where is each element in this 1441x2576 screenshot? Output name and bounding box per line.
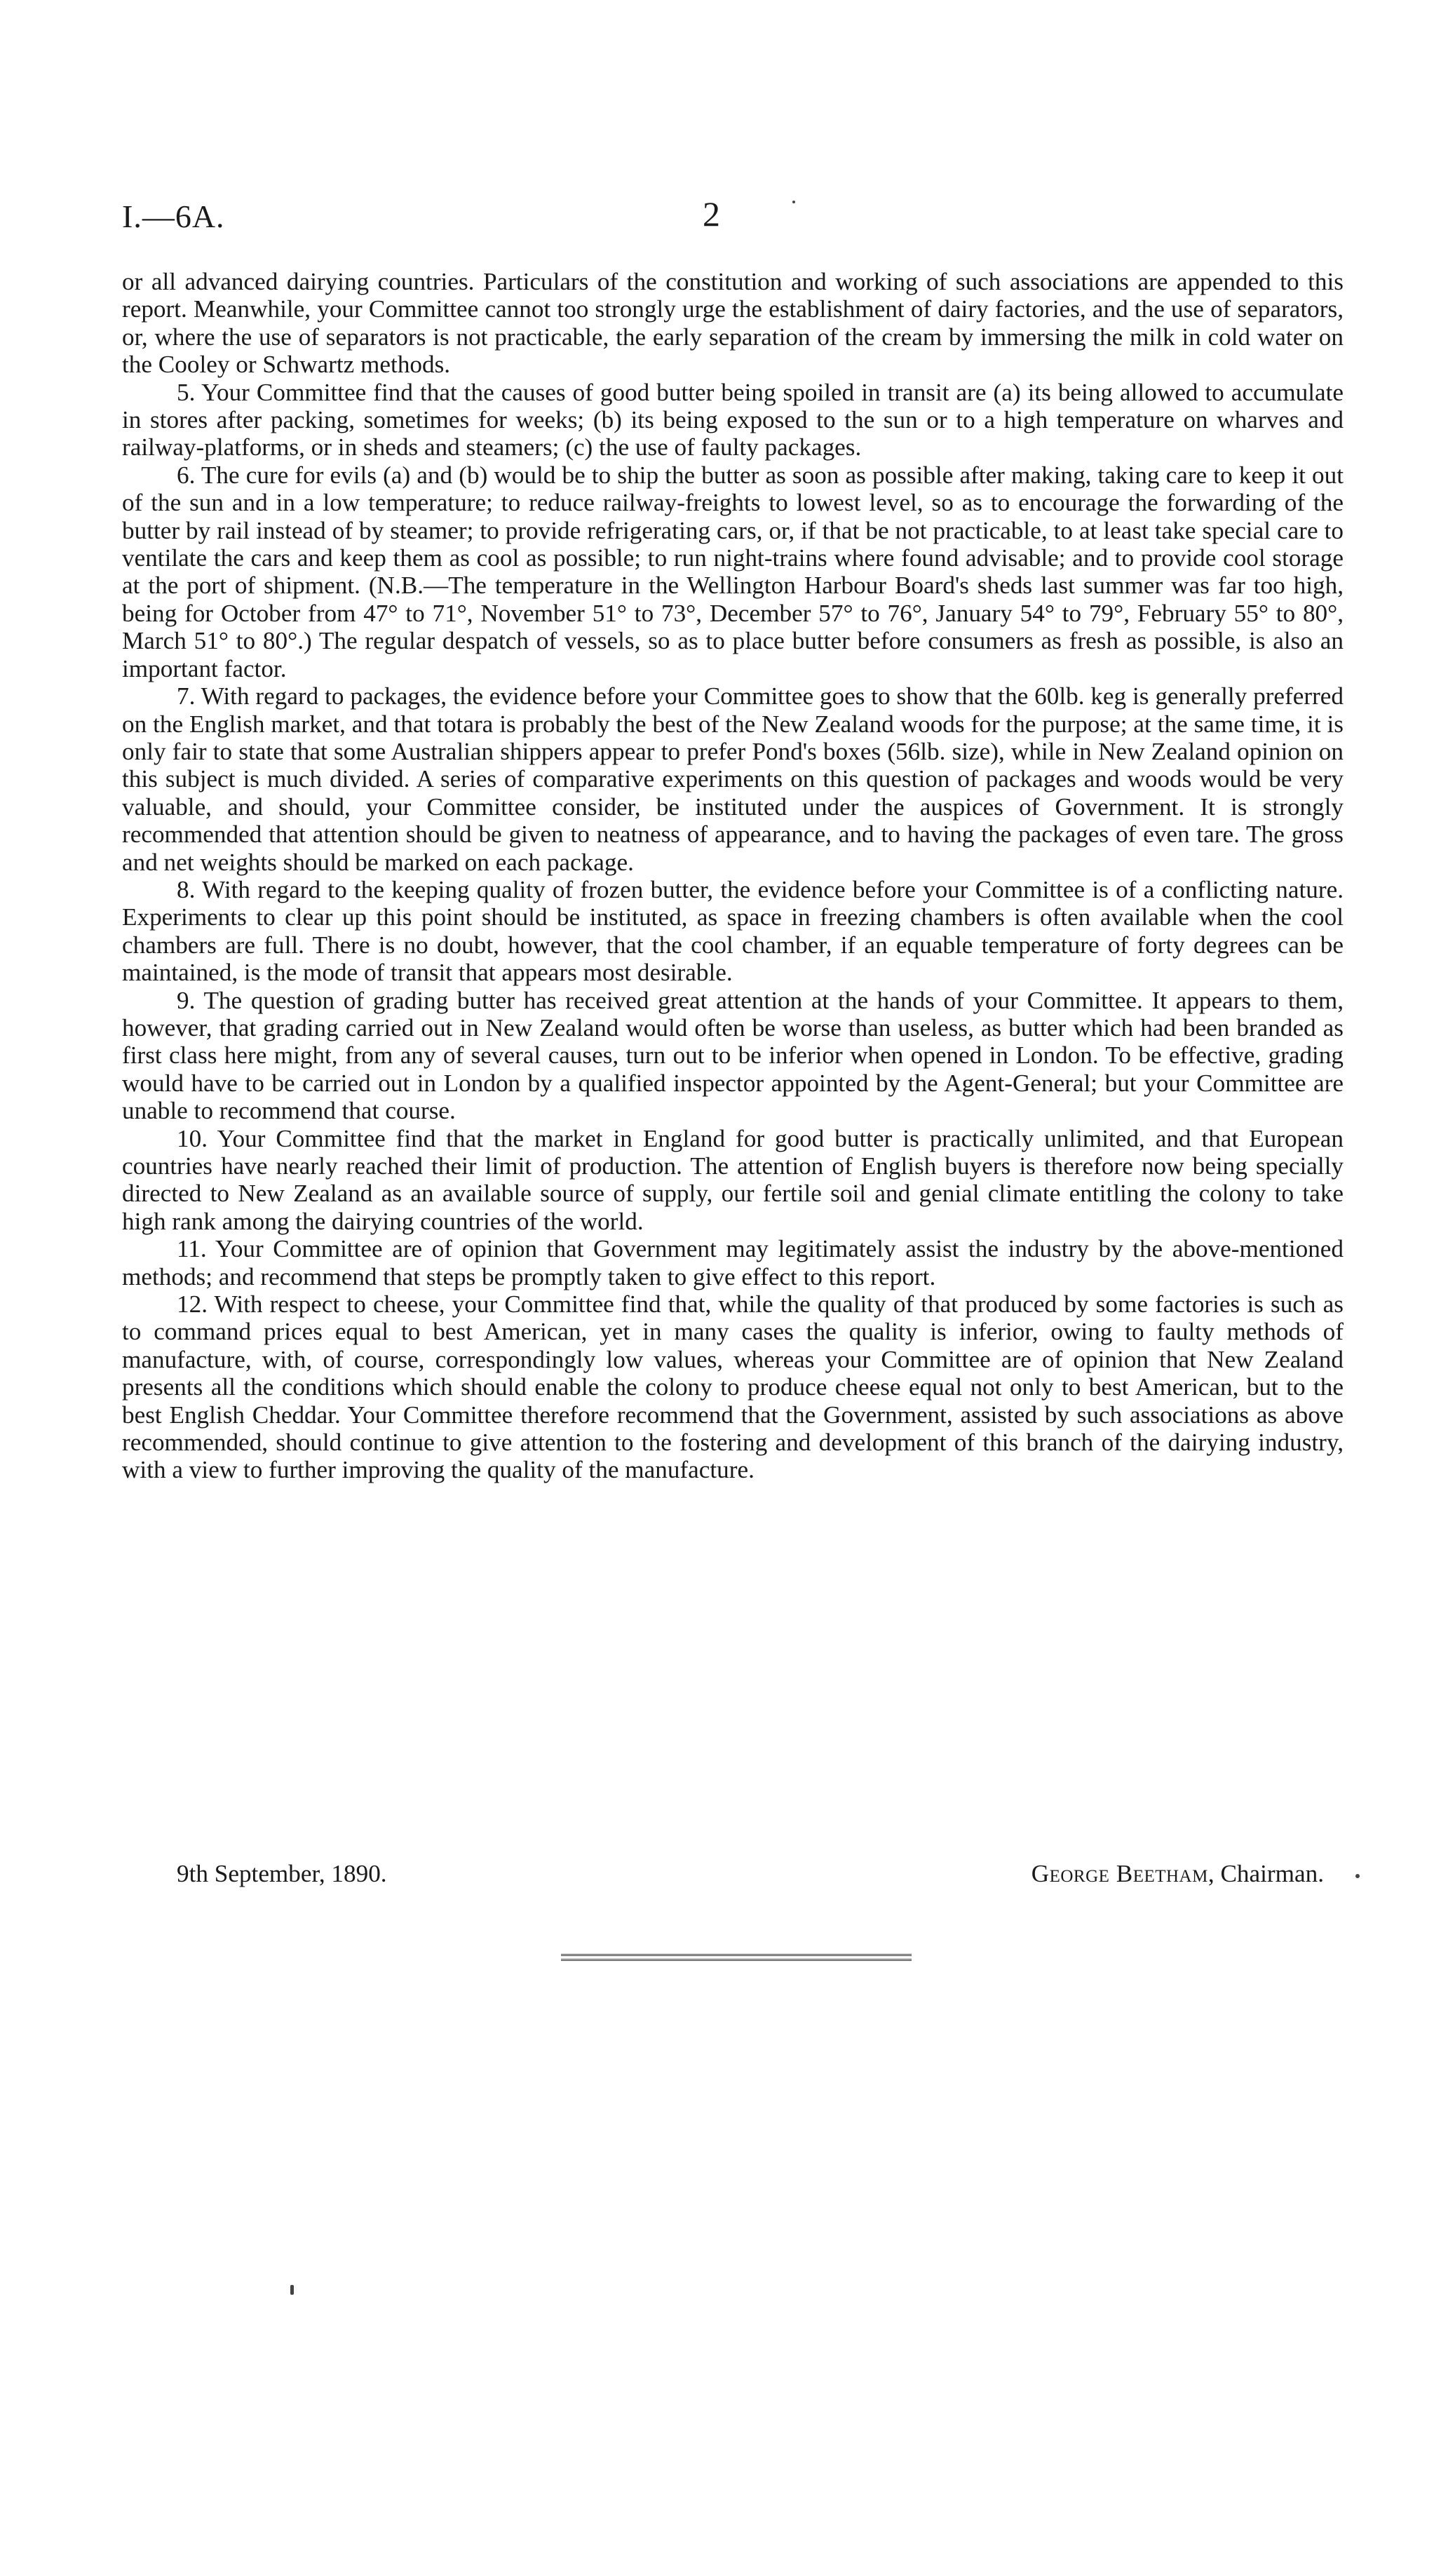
print-speck (290, 2285, 294, 2295)
paragraph-7: 7. With regard to packages, the evidence before your Committee goes to show that the 60lb. keg is generally preferred on the English market, and that totara is probably the best of the New Zealand woods for the purpose; at the same time, it is only fair to state that some Australian shippers appear to prefer Pond's boxes (56lb. size), while in New Zealand opinion on this subject is much divided. A series of comparative experiments on this question of packages and woods would be very valuable, and should, your Committee consider, be instituted under the auspices of Government. It is strongly recommended that attention should be given to neatness of appearance, and to having the packages of even tare. The gross and net weights should be marked on each package. (122, 682, 1344, 876)
report-date: 9th September, 1890. (177, 1860, 387, 1887)
page-number: 2 (703, 194, 720, 234)
print-speck (792, 201, 795, 203)
paragraph-9: 9. The question of grading butter has received great attention at the hands of your Committee. It appears to them, however, that grading carried out in New Zealand would often be worse than useless, as butter which had been branded as first class here might, from any of several causes, turn out to be inferior when opened in London. To be effective, grading would have to be carried out in London by a qualified inspector appointed by the Agent-General; but your Committee are unable to recommend that course. (122, 986, 1344, 1125)
page-header (122, 194, 1349, 247)
paragraph-8: 8. With regard to the keeping quality of frozen butter, the evidence before your Committee is of a conflicting nature. Experiments to clear up this point should be instituted, as space in freezing chambers is often available when the cool chambers are full. There is no doubt, however, that the cool chamber, if an equable temperature of forty degrees can be maintained, is the mode of transit that appears most desirable. (122, 875, 1344, 987)
paragraph-10: 10. Your Committee find that the market in England for good butter is practically unlimited, and that European countries have nearly reached their limit of production. The attention of English buyers is therefore now being specially directed to New Zealand as an available source of supply, our fertile soil and genial climate entitling the colony to take high rank among the dairying countries of the world. (122, 1124, 1344, 1235)
signature-line (122, 1860, 1344, 1892)
chairman-name: George Beetham (1031, 1860, 1208, 1887)
end-rule-divider (561, 1954, 912, 1961)
paragraph-6: 6. The cure for evils (a) and (b) would be to ship the butter as soon as possible after making, taking care to keep it out of the sun and in a low temperature; to reduce railway-freights to lowest level, so as to encourage the forwarding of the butter by rail instead of by steamer; to provide refrigerating cars, or, if that be not practicable, to at least take special care to ventilate the cars and keep them as cool as possible; to run night-trains where found advisable; and to provide cool storage at the port of shipment. (N.B.—The temperature in the Wellington Harbour Board's sheds last summer was far too high, being for October from 47° to 71°, November 51° to 73°, December 57° to 76°, January 54° to 79°, February 55° to 80°, March 51° to 80°.) The regular despatch of vessels, so as to place butter before consumers as fresh as possible, is also an important factor. (122, 461, 1344, 682)
paragraph-12: 12. With respect to cheese, your Committee find that, while the quality of that produced by some factories is such as to command prices equal to best American, yet in many cases the quality is inferior, owing to faulty methods of manufacture, with, of course, correspondingly low values, whereas your Committee are of opinion that New Zealand presents all the conditions which should enable the colony to produce cheese equal not only to best American, but to the best English Cheddar. Your Committee therefore recommend that the Government, assisted by such associations as above recommended, should continue to give attention to the fostering and development of this branch of the dairying industry, with a view to further improving the quality of the manufacture. (122, 1290, 1344, 1484)
document-reference: I.—6A. (122, 198, 225, 234)
paragraph-continuation: or all advanced dairying countries. Particulars of the constitution and working of such associations are appended to this report. Meanwhile, your Committee cannot too strongly urge the establishment of dairy factories, and the use of separators, or, where the use of separators is not practicable, the early separation of the cream by immersing the milk in cold water on the Cooley or Schwartz methods. (122, 268, 1344, 379)
paragraph-5: 5. Your Committee find that the causes of good butter being spoiled in transit are (a) its being allowed to accumulate in stores after packing, sometimes for weeks; (b) its being exposed to the sun or to a high temperature on wharves and railway-platforms, or in sheds and steamers; (c) the use of faulty packages. (122, 378, 1344, 461)
signature-block (1031, 1860, 1324, 1888)
print-speck (1355, 1874, 1360, 1878)
chairman-title: , Chairman. (1207, 1860, 1324, 1887)
report-body (122, 268, 1344, 1484)
paragraph-11: 11. Your Committee are of opinion that Government may legitimately assist the industry by the above-mentioned methods; and recommend that steps be promptly taken to give effect to this report. (122, 1235, 1344, 1290)
